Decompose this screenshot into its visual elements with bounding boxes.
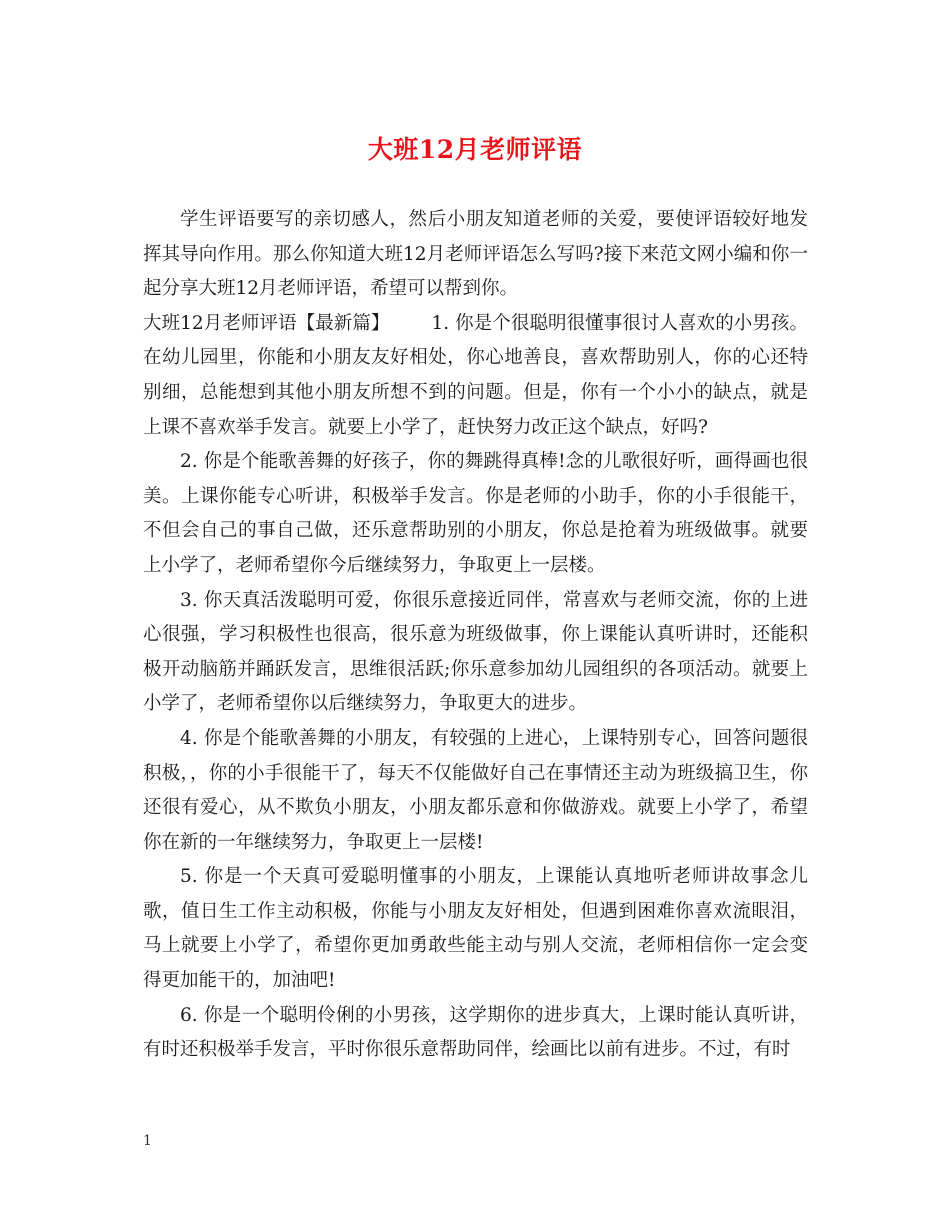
intro-paragraph: 学生评语要写的亲切感人，然后小朋友知道老师的关爱，要使评语较好地发挥其导向作用。那么你知道大班12月老师评语怎么写吗?接下来范文网小编和你一起分享大班12月老师评语，希望可以帮到你。 xyxy=(143,209,808,300)
comment-item-1: 1. 你是个很聪明很懂事很讨人喜欢的小男孩。在幼儿园里，你能和小朋友友好相处，你心地善良，喜欢帮助别人，你的心还特别细，总能想到其他小朋友所想不到的问题。但是，你有一个小小的缺点，就是上课不喜欢举手发言。就要上小学了，赶快努力改正这个缺点，好吗? xyxy=(143,312,808,438)
section-first-paragraph xyxy=(143,307,808,445)
page-number: 1 xyxy=(143,1133,152,1149)
comment-item-2: 2. 你是个能歌善舞的好孩子，你的舞跳得真棒!念的儿歌很好听，画得画也很美。上课你能专心听讲，积极举手发言。你是老师的小助手，你的小手很能干，不但会自己的事自己做，还乐意帮助别的小朋友，你总是抢着为班级做事。就要上小学了，老师希望你今后继续努力，争取更上一层楼。 xyxy=(143,451,808,576)
comment-item-5: 5. 你是一个天真可爱聪明懂事的小朋友，上课能认真地听老师讲故事念儿歌，值日生工作主动积极，你能与小朋友友好相处，但遇到困难你喜欢流眼泪，马上就要上小学了，希望你更加勇敢些能主动与别人交流，老师相信你一定会变得更加能干的，加油吧! xyxy=(143,866,808,992)
comment-item-3: 3. 你天真活泼聪明可爱，你很乐意接近同伴，常喜欢与老师交流，你的上进心很强，学习积极性也很高，很乐意为班级做事，你上课能认真听讲时，还能积极开动脑筋并踊跃发言，思维很活跃;你乐意参加幼儿园组织的各项活动。就要上小学了，老师希望你以后继续努力，争取更大的进步。 xyxy=(143,589,808,715)
section-heading: 大班12月老师评语【最新篇】 xyxy=(143,312,390,334)
comment-item-6: 6. 你是一个聪明伶俐的小男孩，这学期你的进步真大，上课时能认真听讲，有时还积极举手发言，平时你很乐意帮助同伴，绘画比以前有进步。不过，有时 xyxy=(143,1004,808,1061)
document-title: 大班12月老师评语 xyxy=(367,135,583,164)
document-body xyxy=(143,203,808,1068)
comment-item-4: 4. 你是个能歌善舞的小朋友，有较强的上进心，上课特别专心，回答问题很积极，，你的小手很能干了，每天不仅能做好自己在事情还主动为班级搞卫生，你还很有爱心，从不欺负小朋友，小朋友都乐意和你做游戏。就要上小学了，希望你在新的一年继续努力，争取更上一层楼! xyxy=(143,727,808,853)
